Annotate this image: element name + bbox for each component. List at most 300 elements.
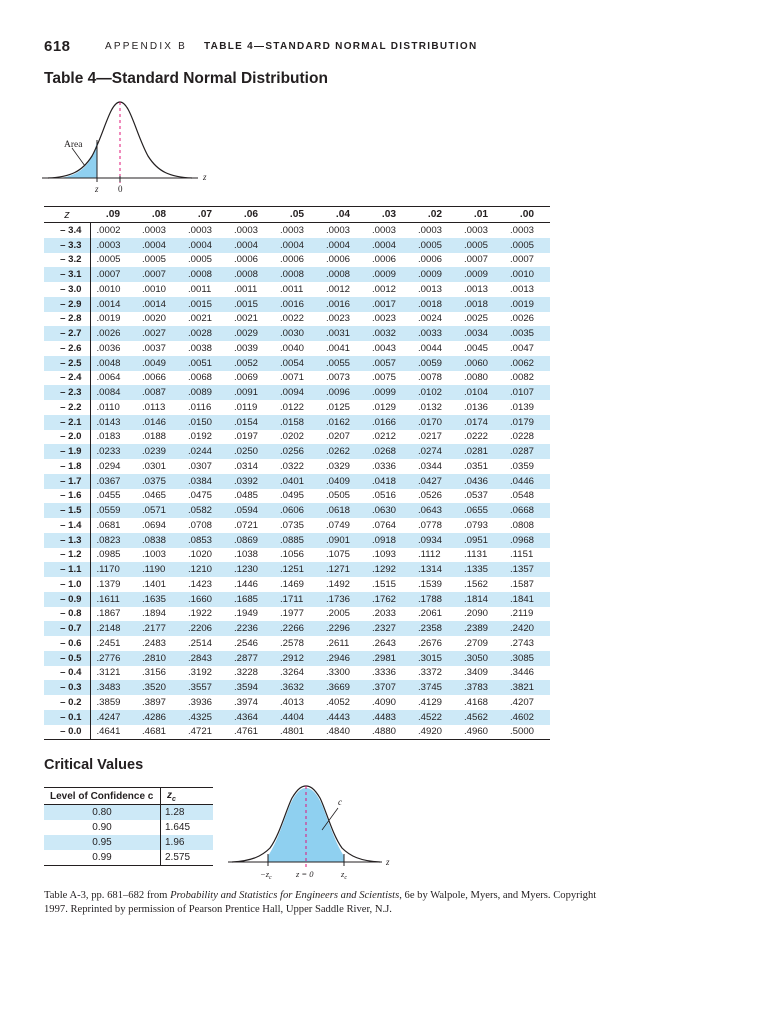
probability-cell: .0035 <box>504 326 550 341</box>
probability-cell: .1251 <box>274 562 320 577</box>
probability-cell: .0307 <box>188 460 213 472</box>
table-row <box>44 680 550 695</box>
probability-cell: .1635 <box>136 592 182 607</box>
probability-cell: .3085 <box>504 651 550 666</box>
probability-cell: .0018 <box>412 297 458 312</box>
z-value-cell: – 2.8 <box>44 312 90 327</box>
table-row <box>44 577 550 592</box>
probability-cell: .0764 <box>372 519 397 531</box>
probability-cell: .0749 <box>326 519 351 531</box>
probability-cell: .0009 <box>458 267 504 282</box>
z-value-cell: – 3.4 <box>44 223 90 238</box>
area-pointer-line <box>72 148 85 166</box>
probability-cell: .4840 <box>320 725 366 740</box>
probability-cell: .1446 <box>234 578 259 590</box>
probability-cell: .0618 <box>320 503 366 518</box>
probability-cell: .2033 <box>372 608 397 620</box>
probability-cell: .2611 <box>326 637 350 649</box>
probability-cell: .0036 <box>96 342 121 354</box>
probability-cell: .0314 <box>234 460 259 472</box>
probability-cell: .0023 <box>326 313 351 325</box>
probability-cell: .0064 <box>96 372 121 384</box>
z-value-cell: – 2.6 <box>44 341 90 356</box>
probability-cell: .1112 <box>418 549 441 561</box>
caption-part2: , 6e by Walpole, Myers, and Myers. Copyright 1997. Reprinted by permission of Pearson Prentice Hall, Upper Saddle River, N.J. <box>44 890 597 915</box>
probability-cell: .0281 <box>458 444 504 459</box>
probability-cell: .3300 <box>326 667 351 679</box>
probability-cell: .0012 <box>372 283 397 295</box>
decimal-column-header: .03 <box>366 207 412 223</box>
probability-cell: .2327 <box>366 621 412 636</box>
neg-zc-text: −z <box>260 869 270 879</box>
table-row <box>44 695 550 710</box>
probability-cell: .4602 <box>504 710 550 725</box>
probability-cell: .0011 <box>188 283 212 295</box>
probability-cell: .4721 <box>182 725 228 740</box>
probability-cell: .2266 <box>274 621 320 636</box>
confidence-level-cell: 0.95 <box>44 835 161 850</box>
table-row <box>44 607 550 622</box>
probability-cell: .1894 <box>142 608 167 620</box>
probability-cell: .0019 <box>96 313 121 325</box>
probability-cell: .0139 <box>510 401 535 413</box>
probability-cell: .0166 <box>366 415 412 430</box>
probability-cell: .3669 <box>320 680 366 695</box>
probability-cell: .0136 <box>464 401 489 413</box>
probability-cell: .0571 <box>136 503 182 518</box>
probability-cell: .0681 <box>96 519 121 531</box>
probability-cell: .2090 <box>464 608 489 620</box>
probability-cell: .0005 <box>142 254 167 266</box>
axis-z-label-cv: z <box>386 857 390 867</box>
probability-cell: .0013 <box>464 283 489 295</box>
table-row <box>44 518 550 533</box>
probability-cell: .0918 <box>366 533 412 548</box>
probability-cell: .3050 <box>458 651 504 666</box>
probability-cell: .0073 <box>326 372 351 384</box>
probability-cell: .0418 <box>366 474 412 489</box>
running-title: TABLE 4—STANDARD NORMAL DISTRIBUTION <box>204 41 478 52</box>
z-value-cell: – 0.1 <box>44 710 90 725</box>
probability-cell: .0146 <box>136 415 182 430</box>
table-row <box>44 651 550 666</box>
table-row <box>44 326 550 341</box>
probability-cell: .0006 <box>326 254 351 266</box>
probability-cell: .4641 <box>90 725 136 740</box>
probability-cell: .2810 <box>136 651 182 666</box>
probability-cell: .1762 <box>366 592 412 607</box>
probability-cell: .0122 <box>280 401 305 413</box>
probability-cell: .1660 <box>182 592 228 607</box>
probability-cell: .0446 <box>504 474 550 489</box>
probability-cell: .0068 <box>188 372 213 384</box>
table-row <box>44 341 550 356</box>
confidence-level-cell: 0.80 <box>44 805 161 821</box>
probability-cell: .0019 <box>504 297 550 312</box>
probability-cell: .1020 <box>188 549 213 561</box>
probability-cell: .2296 <box>320 621 366 636</box>
probability-cell: .0011 <box>234 283 258 295</box>
probability-cell: .1685 <box>228 592 274 607</box>
probability-cell: .0006 <box>280 254 305 266</box>
probability-cell: .4129 <box>418 696 443 708</box>
probability-cell: .0005 <box>412 238 458 253</box>
probability-cell: .0256 <box>274 444 320 459</box>
running-header <box>44 38 724 56</box>
probability-cell: .0384 <box>182 474 228 489</box>
decimal-column-header: .06 <box>228 207 274 223</box>
probability-cell: .0143 <box>90 415 136 430</box>
probability-cell: .0010 <box>504 267 550 282</box>
z-value-cell: – 2.2 <box>44 400 90 415</box>
probability-cell: .0010 <box>96 283 121 295</box>
table-row <box>44 621 550 636</box>
probability-cell: .0392 <box>228 474 274 489</box>
z-value-cell: – 0.0 <box>44 725 90 740</box>
probability-cell: .0016 <box>274 297 320 312</box>
probability-cell: .0041 <box>326 342 351 354</box>
decimal-column-header: .04 <box>320 207 366 223</box>
probability-cell: .2946 <box>320 651 366 666</box>
neg-zc-label <box>260 869 272 880</box>
probability-cell: .0427 <box>412 474 458 489</box>
probability-cell: .1492 <box>326 578 351 590</box>
decimal-column-header: .01 <box>458 207 504 223</box>
z-value-cell: – 0.5 <box>44 651 90 666</box>
probability-cell: .3336 <box>372 667 397 679</box>
probability-cell: .2776 <box>90 651 136 666</box>
probability-cell: .0262 <box>320 444 366 459</box>
probability-cell: .2483 <box>142 637 167 649</box>
probability-cell: .0096 <box>320 385 366 400</box>
probability-cell: .3594 <box>228 680 274 695</box>
probability-cell: .0708 <box>188 519 213 531</box>
probability-cell: .1423 <box>188 578 213 590</box>
axis-z-label: z <box>203 172 207 182</box>
probability-cell: .2981 <box>366 651 412 666</box>
probability-cell: .0082 <box>510 372 535 384</box>
z-value-cell: – 0.6 <box>44 636 90 651</box>
probability-cell: .0188 <box>142 431 167 443</box>
probability-cell: .0475 <box>188 490 213 502</box>
table-row <box>44 400 550 415</box>
probability-cell: .4681 <box>136 725 182 740</box>
probability-cell: .3974 <box>234 696 259 708</box>
probability-cell: .0162 <box>320 415 366 430</box>
z-value-cell: – 1.3 <box>44 533 90 548</box>
probability-cell: .5000 <box>504 725 550 740</box>
probability-cell: .0003 <box>510 224 535 236</box>
table-row <box>44 253 550 268</box>
probability-cell: .4880 <box>366 725 412 740</box>
probability-cell: .0869 <box>228 533 274 548</box>
z-value-cell: – 1.7 <box>44 474 90 489</box>
probability-cell: .0048 <box>90 356 136 371</box>
probability-cell: .0049 <box>136 356 182 371</box>
neg-zc-sub: c <box>269 875 272 880</box>
probability-cell: .0051 <box>182 356 228 371</box>
probability-cell: .0174 <box>458 415 504 430</box>
probability-cell: .0104 <box>458 385 504 400</box>
probability-cell: .1379 <box>96 578 121 590</box>
probability-cell: .0010 <box>142 283 167 295</box>
probability-cell: .0027 <box>136 326 182 341</box>
decimal-column-header: .05 <box>274 207 320 223</box>
probability-cell: .0003 <box>418 224 443 236</box>
probability-cell: .0089 <box>182 385 228 400</box>
probability-cell: .0003 <box>464 224 489 236</box>
table-row <box>44 489 550 504</box>
table-row <box>44 636 550 651</box>
probability-cell: .0039 <box>234 342 259 354</box>
probability-cell: .0017 <box>366 297 412 312</box>
confidence-level-cell: 0.99 <box>44 850 161 866</box>
probability-cell: .2177 <box>136 621 182 636</box>
probability-cell: .3121 <box>96 667 121 679</box>
probability-cell: .0069 <box>234 372 259 384</box>
probability-cell: .0158 <box>274 415 320 430</box>
probability-cell: .0029 <box>228 326 274 341</box>
probability-cell: .4168 <box>464 696 489 708</box>
table-row <box>44 592 550 607</box>
z-value-cell: – 0.7 <box>44 621 90 636</box>
probability-cell: .3264 <box>280 667 305 679</box>
probability-cell: .0003 <box>142 224 167 236</box>
pos-zc-text: z <box>341 869 345 879</box>
z-value-cell: – 0.4 <box>44 666 90 681</box>
probability-cell: .1271 <box>320 562 366 577</box>
probability-cell: .4920 <box>412 725 458 740</box>
probability-cell: .0007 <box>90 267 136 282</box>
cv-row <box>44 805 213 821</box>
probability-cell: .0217 <box>418 431 443 443</box>
table-row <box>44 415 550 430</box>
probability-cell: .0344 <box>418 460 443 472</box>
table-row <box>44 297 550 312</box>
probability-cell: .4761 <box>228 725 274 740</box>
probability-cell: .0062 <box>504 356 550 371</box>
probability-cell: .3483 <box>90 680 136 695</box>
z-value-cell: – 2.9 <box>44 297 90 312</box>
cv-row <box>44 835 213 850</box>
z-value-cell: – 2.0 <box>44 430 90 445</box>
z-value-cell: – 1.5 <box>44 503 90 518</box>
z-value-cell: – 1.6 <box>44 489 90 504</box>
c-label: c <box>338 797 342 807</box>
probability-cell: .0044 <box>418 342 443 354</box>
probability-cell: .4960 <box>458 725 504 740</box>
probability-cell: .0336 <box>372 460 397 472</box>
probability-cell: .2877 <box>228 651 274 666</box>
probability-cell: .0033 <box>412 326 458 341</box>
caption-book-title: Probability and Statistics for Engineers and Scientists <box>170 890 400 901</box>
probability-cell: .0007 <box>510 254 535 266</box>
probability-cell: .0694 <box>142 519 167 531</box>
probability-cell: .0778 <box>418 519 443 531</box>
probability-cell: .0951 <box>458 533 504 548</box>
cv-row <box>44 820 213 835</box>
probability-cell: .0107 <box>504 385 550 400</box>
probability-cell: .0823 <box>90 533 136 548</box>
probability-cell: .4522 <box>412 710 458 725</box>
decimal-column-header: .00 <box>504 207 550 223</box>
probability-cell: .3557 <box>182 680 228 695</box>
probability-cell: .0003 <box>234 224 259 236</box>
probability-cell: .0091 <box>228 385 274 400</box>
probability-cell: .0244 <box>182 444 228 459</box>
probability-cell: .1335 <box>458 562 504 577</box>
cv-header-subscript: c <box>172 795 176 803</box>
probability-cell: .0057 <box>366 356 412 371</box>
probability-cell: .0005 <box>96 254 121 266</box>
critical-values-figure <box>226 780 398 880</box>
probability-cell: .0375 <box>136 474 182 489</box>
z-value-cell: – 3.3 <box>44 238 90 253</box>
probability-cell: .0071 <box>280 372 305 384</box>
probability-cell: .0028 <box>182 326 228 341</box>
z-value-cell: – 1.2 <box>44 548 90 563</box>
probability-cell: .1539 <box>418 578 443 590</box>
probability-cell: .0119 <box>234 401 258 413</box>
probability-cell: .1949 <box>234 608 259 620</box>
probability-cell: .0022 <box>280 313 305 325</box>
zero-label: 0 <box>118 184 123 194</box>
probability-cell: .0233 <box>90 444 136 459</box>
table-row <box>44 312 550 327</box>
probability-cell: .2578 <box>280 637 305 649</box>
probability-cell: .0559 <box>90 503 136 518</box>
probability-cell: .0526 <box>418 490 443 502</box>
probability-cell: .0721 <box>234 519 259 531</box>
probability-cell: .0322 <box>280 460 305 472</box>
probability-cell: .0075 <box>372 372 397 384</box>
probability-cell: .0013 <box>510 283 535 295</box>
table-row <box>44 238 550 253</box>
probability-cell: .0047 <box>510 342 535 354</box>
probability-cell: .0014 <box>90 297 136 312</box>
probability-cell: .3859 <box>96 696 121 708</box>
probability-cell: .2061 <box>418 608 443 620</box>
critical-values-table <box>44 787 213 866</box>
probability-cell: .1515 <box>372 578 397 590</box>
z-value-cell: – 0.2 <box>44 695 90 710</box>
probability-cell: .0026 <box>510 313 535 325</box>
probability-cell: .1469 <box>280 578 305 590</box>
z-value-cell: – 1.0 <box>44 577 90 592</box>
probability-cell: .2148 <box>90 621 136 636</box>
source-caption <box>44 889 604 917</box>
z-table-header-row <box>44 207 550 223</box>
probability-cell: .0007 <box>136 267 182 282</box>
probability-cell: .0060 <box>458 356 504 371</box>
probability-cell: .0006 <box>372 254 397 266</box>
probability-cell: .0009 <box>412 267 458 282</box>
probability-cell: .0132 <box>418 401 443 413</box>
z-column-header: z <box>44 207 90 223</box>
probability-cell: .3156 <box>142 667 167 679</box>
probability-cell: .0125 <box>326 401 351 413</box>
probability-cell: .0516 <box>372 490 397 502</box>
probability-cell: .3632 <box>274 680 320 695</box>
z-value-cell: – 3.1 <box>44 267 90 282</box>
probability-cell: .0006 <box>418 254 443 266</box>
probability-cell: .0011 <box>280 283 304 295</box>
probability-cell: .0040 <box>280 342 305 354</box>
probability-cell: .2843 <box>182 651 228 666</box>
probability-cell: .1814 <box>458 592 504 607</box>
probability-cell: .2676 <box>418 637 443 649</box>
probability-cell: .0154 <box>228 415 274 430</box>
table-row <box>44 474 550 489</box>
zc-value-cell: 2.575 <box>161 850 214 866</box>
probability-cell: .0192 <box>188 431 213 443</box>
probability-cell: .0007 <box>464 254 489 266</box>
probability-cell: .0016 <box>320 297 366 312</box>
probability-cell: .2005 <box>326 608 351 620</box>
probability-cell: .0934 <box>412 533 458 548</box>
probability-cell: .1867 <box>96 608 121 620</box>
cv-header-confidence: Level of Confidence c <box>44 788 161 805</box>
probability-cell: .0013 <box>418 283 443 295</box>
probability-cell: .0015 <box>182 297 228 312</box>
probability-cell: .0015 <box>228 297 274 312</box>
probability-cell: .0055 <box>320 356 366 371</box>
probability-cell: .0202 <box>280 431 305 443</box>
table-row <box>44 356 550 371</box>
probability-cell: .0004 <box>228 238 274 253</box>
probability-cell: .0401 <box>274 474 320 489</box>
probability-cell: .3897 <box>142 696 167 708</box>
probability-cell: .4013 <box>280 696 305 708</box>
probability-cell: .2709 <box>464 637 489 649</box>
probability-cell: .1357 <box>504 562 550 577</box>
probability-cell: .0045 <box>464 342 489 354</box>
probability-cell: .1003 <box>142 549 167 561</box>
probability-cell: .3192 <box>188 667 213 679</box>
table-row <box>44 548 550 563</box>
probability-cell: .3228 <box>234 667 259 679</box>
probability-cell: .1093 <box>372 549 397 561</box>
z-label: z <box>95 184 99 194</box>
probability-cell: .4286 <box>136 710 182 725</box>
probability-cell: .0059 <box>412 356 458 371</box>
probability-cell: .0008 <box>228 267 274 282</box>
probability-cell: .1922 <box>188 608 213 620</box>
probability-cell: .0110 <box>96 401 120 413</box>
probability-cell: .0222 <box>464 431 489 443</box>
table-row <box>44 267 550 282</box>
table-row <box>44 666 550 681</box>
probability-cell: .0005 <box>188 254 213 266</box>
cv-header-row <box>44 788 213 805</box>
probability-cell: .0004 <box>182 238 228 253</box>
probability-cell: .0655 <box>458 503 504 518</box>
probability-cell: .2358 <box>412 621 458 636</box>
zc-value-cell: 1.645 <box>165 822 191 833</box>
probability-cell: .0594 <box>228 503 274 518</box>
probability-cell: .1230 <box>228 562 274 577</box>
probability-cell: .1210 <box>182 562 228 577</box>
table-row <box>44 223 550 238</box>
probability-cell: .4483 <box>366 710 412 725</box>
decimal-column-header: .08 <box>136 207 182 223</box>
probability-cell: .1151 <box>510 549 534 561</box>
probability-cell: .1056 <box>280 549 305 561</box>
probability-cell: .0985 <box>96 549 121 561</box>
probability-cell: .0021 <box>188 313 213 325</box>
center-label: z = 0 <box>296 869 314 879</box>
probability-cell: .1587 <box>510 578 535 590</box>
